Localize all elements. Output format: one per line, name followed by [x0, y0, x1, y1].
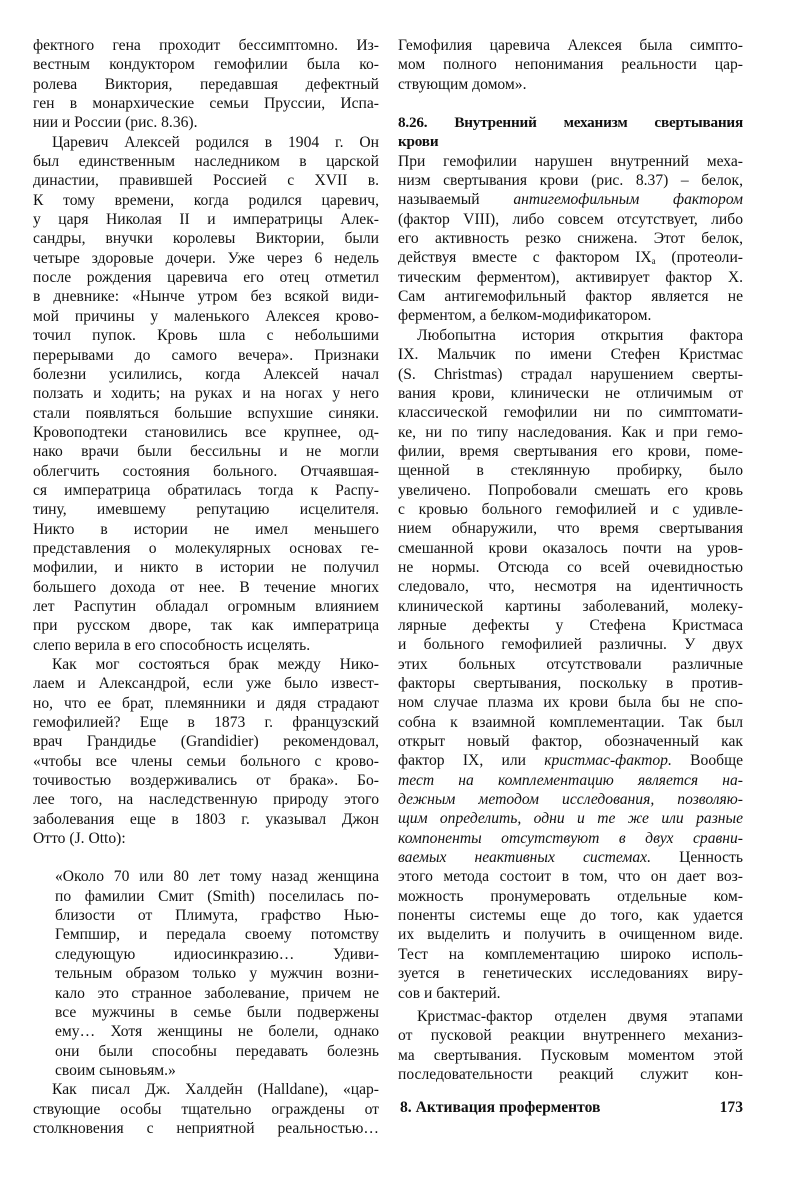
- text-line: этого метода состоит в том, что он дает воз-: [398, 868, 743, 886]
- text-line: (фактор VIII), либо совсем отсутствует, либо: [398, 210, 743, 228]
- text-line: можность пронумеровать отдельные ком-: [398, 887, 743, 905]
- text-line: (S. Christmas) страдал нарушением сверты-: [398, 365, 743, 383]
- section-heading: [398, 113, 743, 152]
- text-line: При гемофилии нарушен внутренний меха-: [398, 152, 743, 170]
- block-quote-otto: [33, 867, 379, 1080]
- text-line: стали появляться большие вспухшие синяки.: [33, 404, 379, 422]
- italic-term: антигемофильным фактором: [513, 191, 743, 209]
- spacer: [398, 94, 743, 113]
- text-line: этих больных отсутствовали различные: [398, 655, 743, 673]
- italic-term: ваемых неактивных системах.: [398, 849, 651, 867]
- text-line: ген в монархические семьи Пруссии, Испа-: [33, 95, 379, 113]
- text-line: династии, правившей Россией с XVII в.: [33, 172, 379, 190]
- text-line: своим сыновьям.»: [55, 1061, 176, 1079]
- text-line: Как писал Дж. Халдейн (Halldane), «цар-: [52, 1081, 379, 1099]
- text-line: был единственным наследником в царской: [33, 153, 379, 171]
- text-fragment: фактор IX, или: [398, 752, 545, 770]
- italic-text-line: тест на комплементацию является на-: [398, 771, 743, 789]
- text-line: Гемпшир, и передала своему потомству: [55, 926, 379, 944]
- italic-text-line: щим определить, одни и те же или разные: [398, 810, 743, 828]
- text-line: нако врачи были бессильны и не могли: [33, 443, 379, 461]
- text-line: мофилии, и никто в истории не получил: [33, 559, 379, 577]
- text-line: они были способны передавать болезнь: [55, 1042, 379, 1060]
- text-line: Любопытна история открытия фактора: [417, 326, 743, 344]
- text-line: большего дохода от нее. В течение многих: [33, 578, 379, 596]
- subscript: a: [651, 256, 656, 267]
- text-line: гемофилией? Еще в 1873 г. французский: [33, 714, 379, 732]
- text-line: «чтобы все члены семьи больного с крово-: [33, 752, 379, 770]
- text-fragment: действуя вместе с фактором IX: [398, 249, 652, 267]
- text-line: перерывами до самого вечера». Признаки: [33, 346, 379, 364]
- text-line: следовало, что, несмотря на идентичность: [398, 578, 743, 596]
- paragraph-tsarevich-alexei: [33, 133, 379, 655]
- text-line: сов и бактерий.: [398, 984, 501, 1002]
- section-heading-line: крови: [398, 133, 439, 151]
- text-line: болезни усилились, когда Алексей начал: [33, 365, 379, 383]
- right-column: [398, 36, 743, 1084]
- text-line: не нормы. Отсюда со всей очевидностью: [398, 558, 743, 576]
- text-line: при русском дворе, так как императрица: [33, 617, 379, 635]
- text-line: мой причины у маленького Алексея крово-: [33, 307, 379, 325]
- text-line: врач Грандидье (Grandidier) рекомендовал,: [33, 733, 379, 751]
- text-line: четыре здоровые дочери. Уже через 6 недель: [33, 249, 379, 267]
- text-line: Кристмас-фактор отделен двумя этапами: [417, 1007, 743, 1025]
- text-line: открыт новый фактор, обозначенный как: [398, 733, 743, 751]
- text-line: ствующим домом».: [398, 75, 527, 93]
- text-fragment: Ценность: [651, 849, 743, 867]
- text-line: Гемофилия царевича Алексея была симпто-: [398, 37, 743, 54]
- text-line: лярные дефекты у Стефена Кристмаса: [398, 616, 743, 634]
- paragraph-christmas-factor-history: [398, 326, 743, 1003]
- text-line: ном случае плазма их крови была бы не спо-: [398, 694, 743, 712]
- text-line: ма свертывания. Пусковым моментом этой: [398, 1046, 743, 1064]
- text-line: увеличено. Попробовали смешать его кровь: [398, 481, 743, 499]
- text-line: [398, 190, 743, 209]
- text-line: нием обнаружили, что время свертывания: [398, 520, 743, 538]
- text-line: Как мог состояться брак между Нико-: [52, 656, 379, 673]
- text-line: но, что ее брат, племянники и дядя страдают: [33, 694, 379, 712]
- text-line: [398, 248, 743, 267]
- italic-term: кристмас-фактор.: [544, 752, 672, 770]
- text-line: факторы свертывания, поскольку в против-: [398, 675, 743, 692]
- italic-text-line: компоненты отсутствуют в двух сравни-: [398, 829, 743, 847]
- text-line: точил пупок. Кровь шла с небольшими: [33, 327, 379, 345]
- text-line: щенной в стеклянную пробирку, было: [398, 462, 743, 480]
- text-line: собна к взаимной комплементации. Так был: [398, 713, 743, 731]
- text-line: последовательности реакций служит кон-: [398, 1065, 743, 1083]
- text-line: клинической картины заболеваний, молеку-: [398, 597, 743, 615]
- text-line: поненты системы еще до того, как удается: [398, 907, 743, 925]
- paragraph-intrinsic-mechanism: [398, 152, 743, 326]
- text-line: Тест на комплементацию широко исполь-: [398, 945, 743, 963]
- text-line: в дневнике: «Нынче утром без всякой види-: [33, 288, 379, 306]
- text-line: от пусковой реакции внутреннего механиз-: [398, 1027, 743, 1045]
- text-line: ролева Виктория, передавшая дефектный: [33, 75, 379, 93]
- text-line: тельным образом только у мужчин возни-: [55, 965, 379, 983]
- text-line: ся императрица обратилась тогда к Распу-: [33, 481, 379, 499]
- text-line: ему… Хотя женщины не болели, однако: [55, 1023, 379, 1041]
- text-line: смешанной крови оказалось почти на уров-: [398, 539, 743, 557]
- text-line: лаем и Александрой, если уже было извест-: [33, 675, 379, 693]
- text-line: кало это странное заболевание, причем не: [55, 984, 379, 1002]
- text-line: представления о молекулярных основах ге-: [33, 539, 379, 557]
- text-line: «Около 70 или 80 лет тому назад женщина: [55, 868, 379, 886]
- text-line: тическим ферментом), активирует фактор X.: [398, 268, 743, 286]
- text-line: после рождения царевича его отец отметил: [33, 269, 379, 287]
- paragraph-hereditary-carrier: [33, 36, 379, 133]
- text-line: мом полного непонимания реальности цар-: [398, 56, 743, 74]
- text-line: ферментом, а белком-модификатором.: [398, 307, 652, 325]
- text-line: лет Распутин обладал огромным влиянием: [33, 597, 379, 615]
- text-line: и больного гемофилией различны. У двух: [398, 636, 743, 654]
- text-line: ползать и ходить; на руках и на ногах у него: [33, 385, 379, 403]
- text-line: Никто в истории не имел меньшего: [33, 520, 379, 538]
- text-line: IX. Мальчик по имени Стефен Кристмас: [398, 346, 743, 364]
- text-line: сандры, внучки королевы Виктории, были: [33, 230, 379, 248]
- italic-text-line: дежным методом исследования, позволяю-: [398, 791, 743, 809]
- text-line: заболевания еще в 1803 г. указывал Джон: [33, 810, 379, 828]
- text-line: зуется в генетических исследованиях виру-: [398, 965, 743, 983]
- text-line: по фамилии Смит (Smith) поселилась по-: [55, 887, 379, 905]
- text-line: нии и России (рис. 8.36).: [33, 114, 198, 132]
- text-line: ке, ни по типу наследования. Как и при гемо-: [398, 423, 743, 441]
- running-title: 8. Активация проферментов: [400, 1099, 601, 1116]
- text-line: лее того, на наследственную природу этого: [33, 791, 379, 809]
- text-line: К тому времени, когда родился царевич,: [33, 191, 379, 209]
- text-line: ствующие особы тщательно ограждены от: [33, 1100, 379, 1118]
- text-line: столкновения с неприятной реальностью…: [33, 1119, 379, 1137]
- text-line: филии, время свертывания его крови, поме-: [398, 442, 743, 460]
- text-fragment: Вообще: [671, 752, 743, 770]
- paragraph-quote-continuation: [398, 36, 743, 94]
- text-line: тину, имевшему репутацию исцелителя.: [33, 501, 379, 519]
- text-line: у царя Николая II и императрицы Алек-: [33, 211, 379, 229]
- text-line: облегчить состояния больного. Отчаявшая-: [33, 462, 379, 480]
- text-line: Сам антигемофильный фактор является не: [398, 288, 743, 306]
- text-line: классической гемофилии ни по симптомати-: [398, 404, 743, 422]
- text-line: с кровью больного гемофилией и с удивле-: [398, 500, 743, 518]
- text-line: все мужчины в семье были подвержены: [55, 1003, 379, 1021]
- text-line: вания крови, клинически не отличимым от: [398, 384, 743, 402]
- text-line: Отто (J. Otto):: [33, 830, 126, 848]
- section-heading-line: 8.26. Внутренний механизм свертывания: [398, 114, 743, 132]
- paragraph-christmas-factor-stages: [398, 1007, 743, 1084]
- text-line: [398, 848, 743, 867]
- text-line: вестным кондуктором гемофилии была ко-: [33, 56, 379, 74]
- text-line: [398, 751, 743, 770]
- text-fragment: называемый: [398, 191, 514, 209]
- text-line: точивостью воздерживались от брака». Бо-: [33, 772, 379, 790]
- left-column: [33, 36, 379, 1138]
- text-line: Царевич Алексей родился в 1904 г. Он: [52, 133, 379, 151]
- text-line: следующую идиосинкразию… Удиви-: [55, 945, 379, 963]
- text-line: низм свертывания крови (рис. 8.37) – белок,: [398, 172, 743, 190]
- text-line: их выделить и получить в очищенном виде.: [398, 926, 743, 944]
- text-line: близости от Плимута, графство Нью-: [55, 907, 379, 925]
- text-line: Кровоподтеки становились все крупнее, од-: [33, 423, 379, 441]
- text-line: фектного гена проходит бессимптомно. Из-: [33, 37, 379, 54]
- text-line: слепо верила в его способность исцелять.: [33, 636, 311, 654]
- text-fragment: (протеоли-: [655, 249, 743, 267]
- page-number: 173: [719, 1099, 743, 1116]
- paragraph-halldane: [33, 1080, 379, 1138]
- text-line: его активность резко снижена. Этот белок,: [398, 230, 743, 248]
- paragraph-marriage-question: [33, 655, 379, 848]
